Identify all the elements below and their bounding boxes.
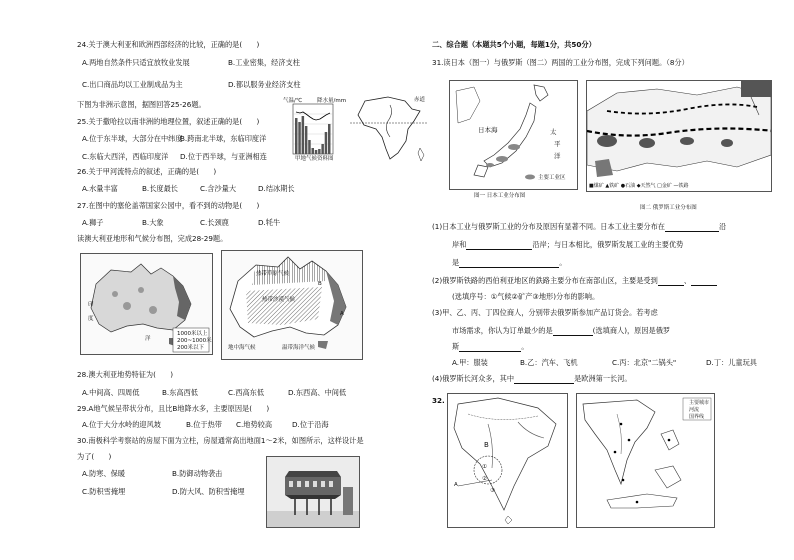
q25-option-d[interactable]: D.位于西半球，与亚洲相连 (180, 152, 267, 161)
fig1-legend: 主要工业区 (538, 175, 566, 181)
q31-3-text-c-tail: 。 (521, 342, 529, 351)
q30-option-c[interactable]: C.防积雪掩埋 (82, 487, 126, 496)
terrain-legend-1: 200~1000米 (177, 338, 212, 344)
q31-4-text-tail: 是欧洲第一长河。 (574, 374, 632, 383)
climate-label-temperate-marine: 温带海洋气候 (282, 345, 316, 351)
climate-chart (283, 96, 345, 166)
q24-stem: 24.关于澳大利亚和欧洲西部经济的比较，正确的是( ) (77, 40, 260, 49)
q31-3-text-a: (3)甲、乙、丙、丁四位商人，分别带去俄罗斯参加产品订货会。若考虑 (432, 308, 658, 317)
q32-label: 32. (432, 396, 445, 405)
japan-industry-map (449, 80, 578, 190)
q28-option-c[interactable]: C.西高东低 (228, 388, 265, 397)
q30-option-a[interactable]: A.防寒、保暖 (82, 469, 126, 478)
q25-option-c[interactable]: C.东临大西洋，西临印度洋 (82, 152, 169, 161)
q31-2-text-a: (2)俄罗斯铁路的西伯利亚地区的鉄路主要分布在南部山区，主要是受到 (432, 276, 658, 285)
q31-1-text-c-tail: 。 (559, 258, 567, 267)
q25-option-b[interactable]: B.跨南北半球，东临印度洋 (180, 134, 267, 143)
q31-3-line-c (452, 342, 528, 352)
q30-stem-2: 为了( ) (77, 452, 112, 461)
southeast-asia-map (576, 393, 715, 528)
q26-option-c[interactable]: C.含沙量大 (200, 184, 237, 193)
australia-climate-map (221, 250, 363, 360)
q28-stem: 28.澳大利亚地势特征为( ) (77, 370, 174, 379)
q31-2-text-b: (选填序号：①气候②矿产③地形)分布的影响。 (452, 292, 600, 301)
fig4-legend-2: 国界线 (689, 414, 705, 420)
q28-option-b[interactable]: B.东高西低 (162, 388, 198, 397)
q30-option-b[interactable]: B.防御动物袭击 (172, 469, 223, 478)
q27-option-b[interactable]: B.大象 (142, 218, 164, 227)
q31-3-text-b: 市场需求，你认为订单最少的是 (452, 326, 553, 335)
q28-option-a[interactable]: A.中间高、四周低 (82, 388, 140, 397)
q29-option-b[interactable]: B.位于热带 (186, 420, 222, 429)
climate-ylabel-right: 降水量/mm (317, 98, 347, 104)
q31-1-text-b-mid: 沿岸；与日本相比，俄罗斯发展工业的主要优势 (532, 240, 684, 249)
q31-1-text-b: 岸和 (452, 240, 467, 249)
australia-terrain-map (80, 253, 213, 355)
fig1-caption: 图一 日本工业分布图 (474, 193, 526, 199)
q26-option-b[interactable]: B.长度最长 (142, 184, 178, 193)
q31-2-blank-2[interactable] (691, 277, 717, 286)
climate-label-a: A (340, 311, 344, 317)
q26-option-d[interactable]: D.结冰期长 (258, 184, 295, 193)
q31-3-blank-1[interactable] (553, 327, 593, 336)
q31-1-text-a-tail: 沿 (719, 222, 727, 231)
q30-option-d[interactable]: D.防大风、防积雪掩埋 (172, 487, 245, 496)
q31-3-blank-2[interactable] (459, 343, 521, 352)
q24-option-c[interactable]: C.出口商品均以工业制成品为主 (82, 80, 183, 89)
q31-3-text-c: 斯 (452, 342, 460, 351)
q31-2-text-a-tail: 、 (683, 276, 692, 285)
q24-option-a[interactable]: A.两地自然条件只适宜放牧业发展 (82, 58, 190, 67)
q31-4-blank[interactable] (514, 375, 574, 384)
climate-ylabel-left: 气温/℃ (283, 98, 303, 104)
fig2-legend: ■煤矿 ▲铁矿 ●石油 ◆天然气 □金矿 —铁路 (589, 183, 689, 189)
terrain-label-yang: 洋 (145, 336, 151, 342)
terrain-label-du: 度 (88, 316, 94, 322)
africa-label-0: 赤道 (414, 97, 426, 103)
q27-option-a[interactable]: A.狮子 (82, 218, 104, 227)
q31-4-line (432, 374, 632, 384)
terrain-legend-2: 200米以下 (177, 345, 204, 351)
intro-28-29: 读澳大利亚地形和气候分布图，完成28-29题。 (77, 234, 228, 243)
climate-label-b: B (318, 281, 322, 287)
climate-label-desert: 热带沙漠气候 (262, 297, 296, 303)
terrain-label-yin: 印 (88, 302, 94, 308)
climate-label-mediterranean: 地中海气候 (228, 345, 256, 351)
q31-3-text-b-mid: (选填商人)，原因是俄罗 (592, 326, 671, 335)
fig1-label-ping: 平 (554, 140, 561, 148)
q31-1-blank-3[interactable] (459, 259, 559, 268)
fig1-label-yang: 洋 (554, 152, 561, 160)
fig2-caption: 图二 俄罗斯工业分布图 (640, 205, 697, 211)
q31-option-d[interactable]: D.丁：儿童玩具 (706, 358, 757, 367)
climate-label-tropical-grass: 热带草原气候 (256, 271, 290, 277)
q31-1-blank-2[interactable] (466, 241, 532, 250)
q31-1-line-b (452, 240, 683, 250)
q27-option-c[interactable]: C.长颈鹿 (200, 218, 229, 227)
fig3-label-1: ① (482, 464, 487, 470)
fig3-label-a: A (454, 482, 458, 488)
fig4-legend-1: 河流 (689, 407, 700, 413)
q30-stem: 30.南极科学考察站的房屋下面为立柱，房屋通常高出地面1～2米，如图所示，这样设计是 (77, 436, 364, 445)
q31-4-text: (4)俄罗斯长河众多，其中 (432, 374, 515, 383)
q24-option-b[interactable]: B.工业密集，经济支柱 (228, 58, 300, 67)
fig3-label-2: ② (482, 476, 487, 482)
south-asia-map (447, 393, 568, 528)
climate-caption: 甲地气候资料图 (295, 156, 334, 162)
q27-option-d[interactable]: D.牦牛 (258, 218, 281, 227)
q29-stem: 29.A地气候呈带状分布，且比B地降水多，主要原因是( ) (77, 404, 270, 413)
q31-2-blank-1[interactable] (658, 277, 684, 286)
fig1-label-tai: 太 (550, 128, 557, 136)
q29-option-d[interactable]: D.位于沿海 (292, 420, 329, 429)
fig1-label-sea: 日本海 (478, 126, 498, 134)
q24-option-d[interactable]: D.都以服务业经济支柱 (228, 80, 301, 89)
antarctic-station-photo (266, 456, 360, 528)
fig3-label-3: ③ (490, 488, 495, 494)
q31-1-line-a (432, 222, 726, 232)
africa-map (350, 93, 428, 165)
q31-stem: 31.读日本（图一）与俄罗斯（图二）两国的工业分布图，完成下列问题。（8分） (432, 58, 689, 67)
q25-stem: 25.关于撒哈拉以南非洲的地理位置，叙述正确的是( ) (77, 117, 260, 126)
q31-1-blank-1[interactable] (665, 223, 719, 232)
q31-1-text-a: (1)日本工业与俄罗斯工业的分布及原因有显著不同。日本工业主要分布在 (432, 222, 665, 231)
intro-25-26: 下图为非洲示意图，据图回答25-26题。 (77, 100, 206, 109)
q26-option-a[interactable]: A.水量丰富 (82, 184, 118, 193)
terrain-legend-0: 1000米以上 (177, 331, 208, 337)
q31-2-line-a (432, 276, 717, 286)
q29-option-c[interactable]: C.地势较高 (236, 420, 273, 429)
q31-1-text-c: 是 (452, 258, 460, 267)
q29-option-a[interactable]: A.位于大分水岭的迎风坡 (82, 420, 161, 429)
q31-option-a[interactable]: A.甲：服装 (452, 358, 488, 367)
section-title: 二、综合题（本题共5个小题，每题1分，共50分） (432, 40, 596, 49)
q25-option-a[interactable]: A.位于东半球，大部分在中纬度 (82, 134, 183, 143)
q26-stem: 26.关于甲河流特点的叙述，正确的是( ) (77, 167, 217, 176)
q31-3-line-b (452, 326, 670, 336)
q31-option-b[interactable]: B.乙：汽车、飞机 (520, 358, 578, 367)
fig4-legend-0: 主要城市 (689, 400, 710, 406)
q31-1-line-c (452, 258, 566, 268)
q31-option-c[interactable]: C.丙：北京"二锅头" (612, 358, 677, 367)
fig3-label-b: B (484, 441, 489, 449)
q28-option-d[interactable]: D.东西高、中间低 (288, 388, 347, 397)
q27-stem: 27.在图中的塞伦盖蒂国家公园中，看不到的动物是( ) (77, 201, 260, 210)
russia-industry-map (586, 80, 772, 192)
